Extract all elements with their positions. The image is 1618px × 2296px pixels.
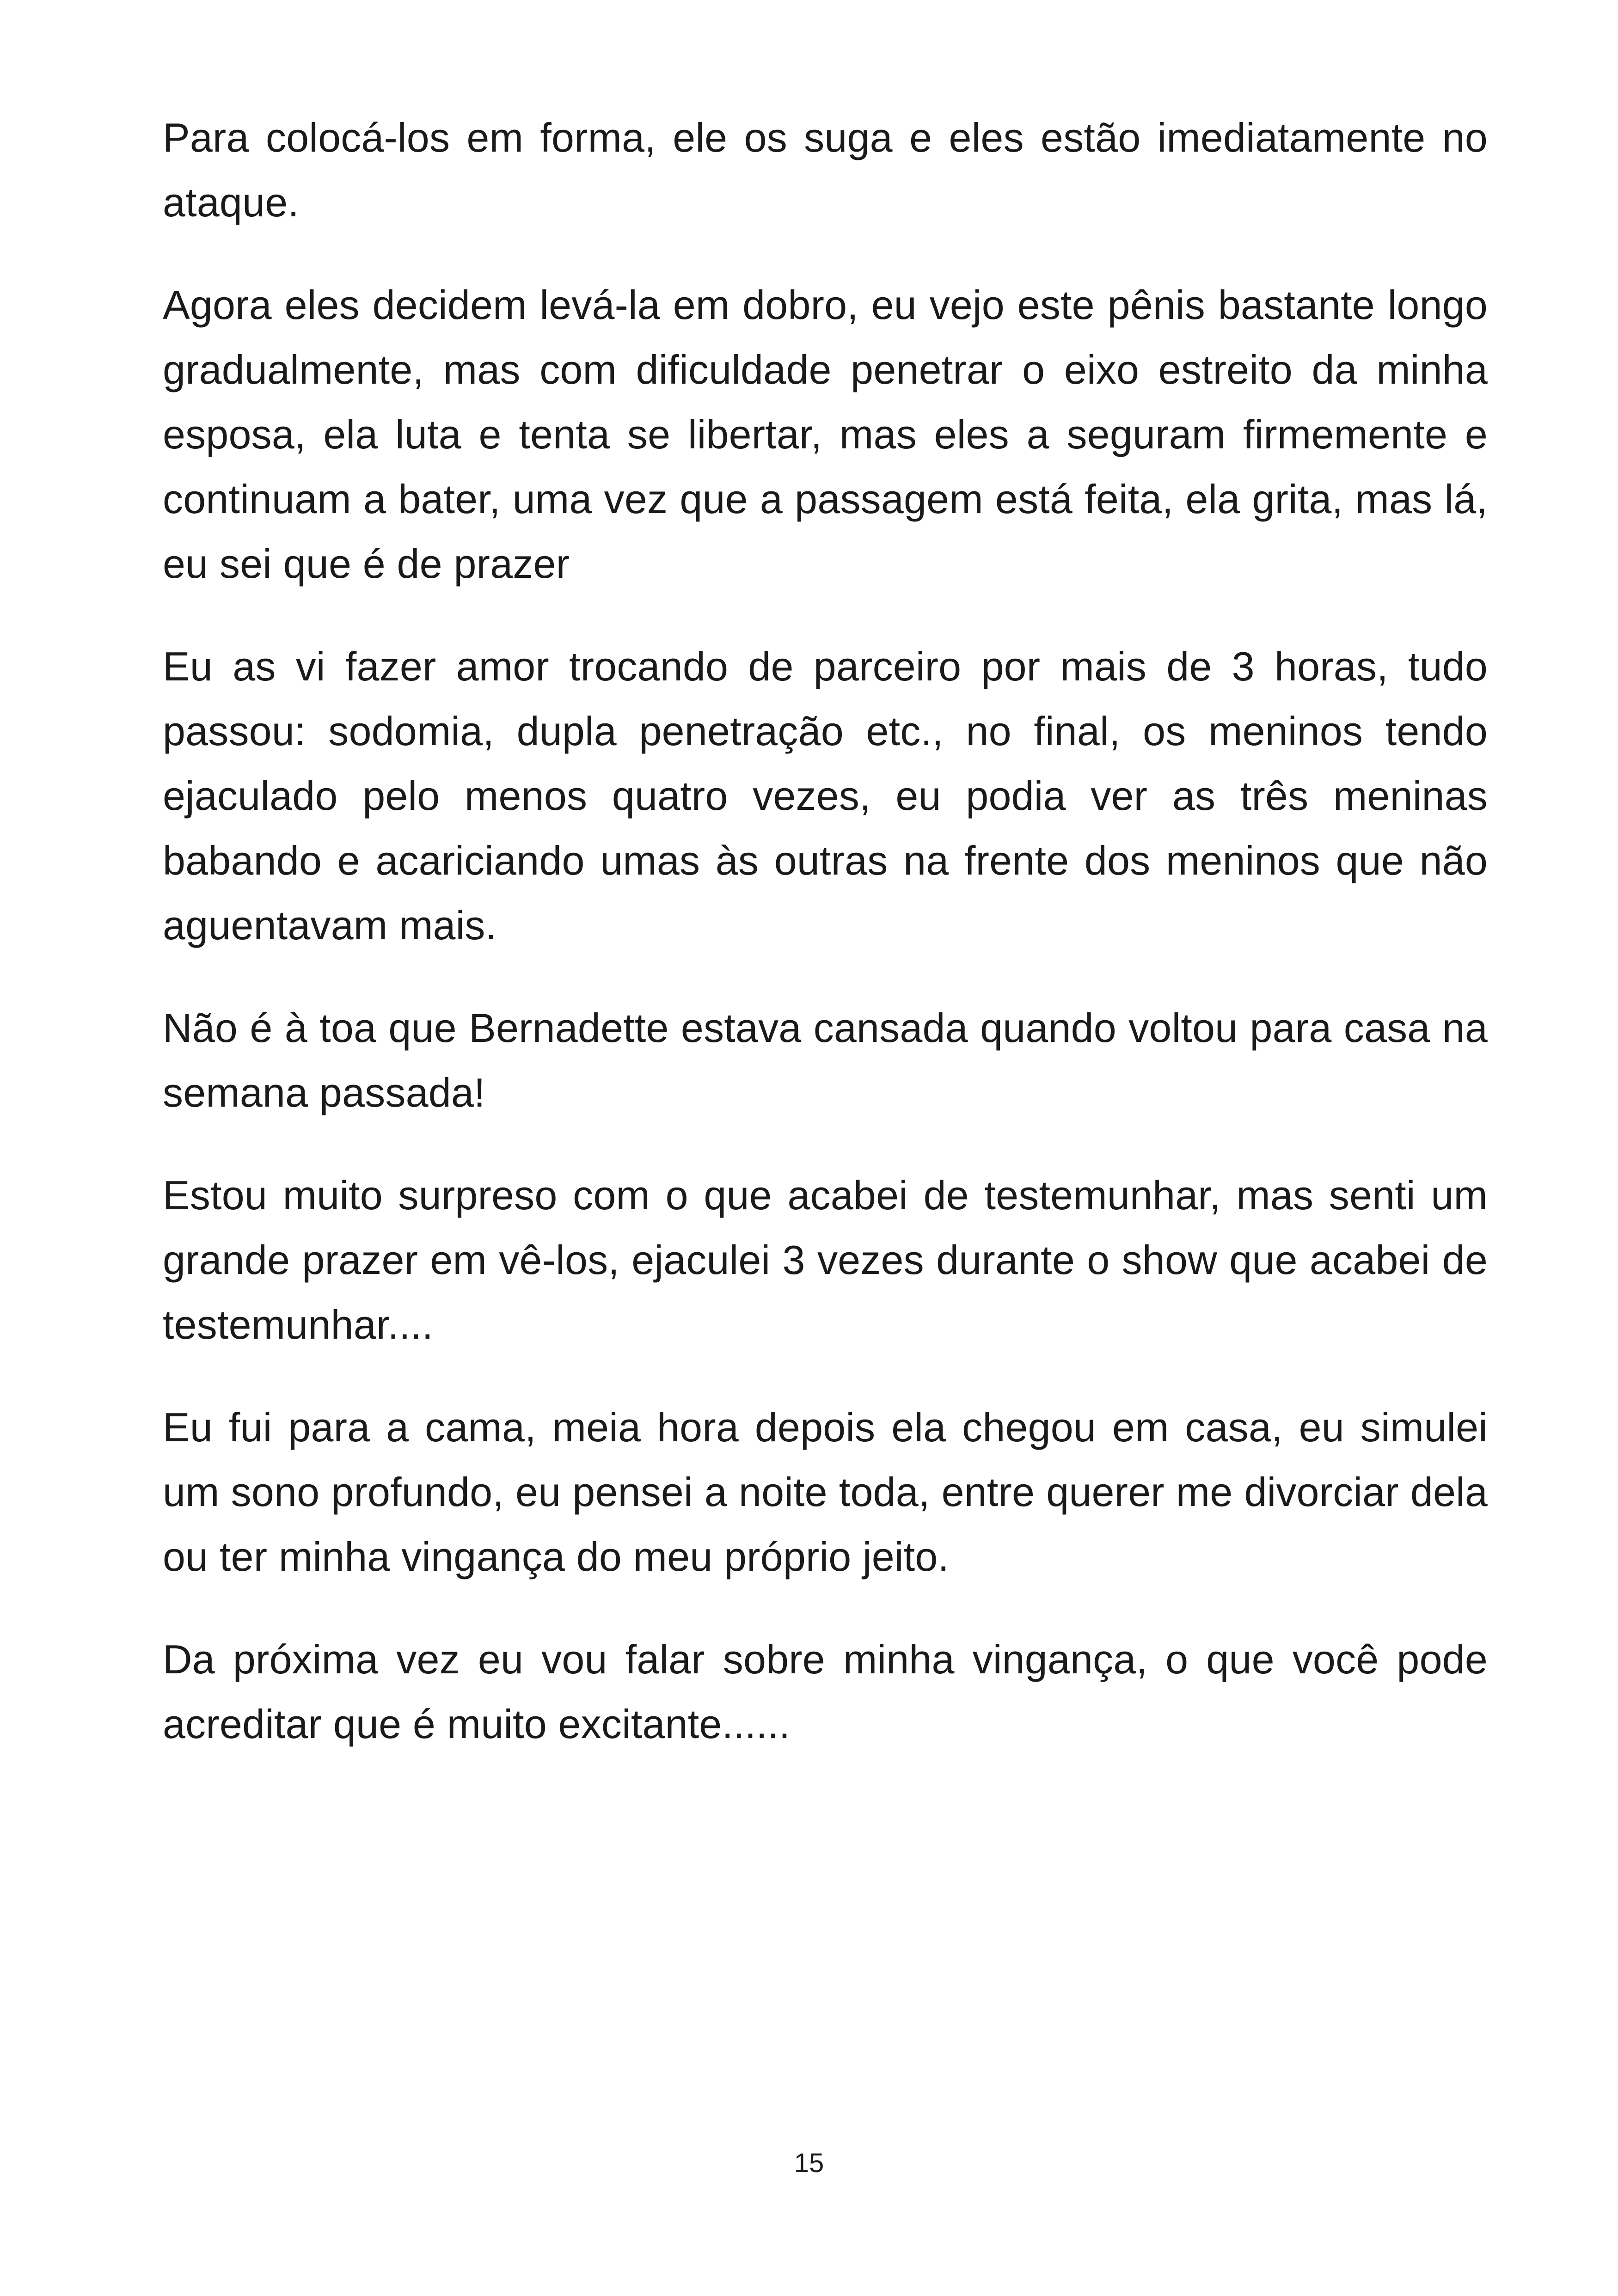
paragraph: Agora eles decidem levá-la em dobro, eu vejo este pênis bastante longo gradualmente, mas com dificuldade penetrar o eixo estreito da minha esposa, ela luta e tenta se libertar, mas eles a seguram firmemente e continuam a bater, uma vez que a passagem está feita, ela grita, mas lá, eu sei que é de prazer (163, 282, 1488, 587)
paragraph: Eu fui para a cama, meia hora depois ela chegou em casa, eu simulei um sono profundo, eu pensei a noite toda, entre querer me divorciar dela ou ter minha vingança do meu próprio jeito. (163, 1404, 1488, 1580)
paragraph: Estou muito surpreso com o que acabei de testemunhar, mas senti um grande prazer em vê-los, ejaculei 3 vezes durante o show que acabei de testemunhar.... (163, 1172, 1488, 1347)
paragraph: Da próxima vez eu vou falar sobre minha vingança, o que você pode acreditar que é muito excitante...... (163, 1636, 1488, 1747)
body-text (163, 105, 1488, 1794)
paragraph: Eu as vi fazer amor trocando de parceiro por mais de 3 horas, tudo passou: sodomia, dupla penetração etc., no final, os meninos tendo ejaculado pelo menos quatro vezes, eu podia ver as três meninas babando e acariciando umas às outras na frente dos meninos que não aguentavam mais. (163, 643, 1488, 948)
paragraph: Para colocá-los em forma, ele os suga e eles estão imediatamente no ataque. (163, 115, 1488, 225)
paragraph: Não é à toa que Bernadette estava cansada quando voltou para casa na semana passada! (163, 1005, 1488, 1115)
page-number: 15 (794, 2148, 824, 2178)
